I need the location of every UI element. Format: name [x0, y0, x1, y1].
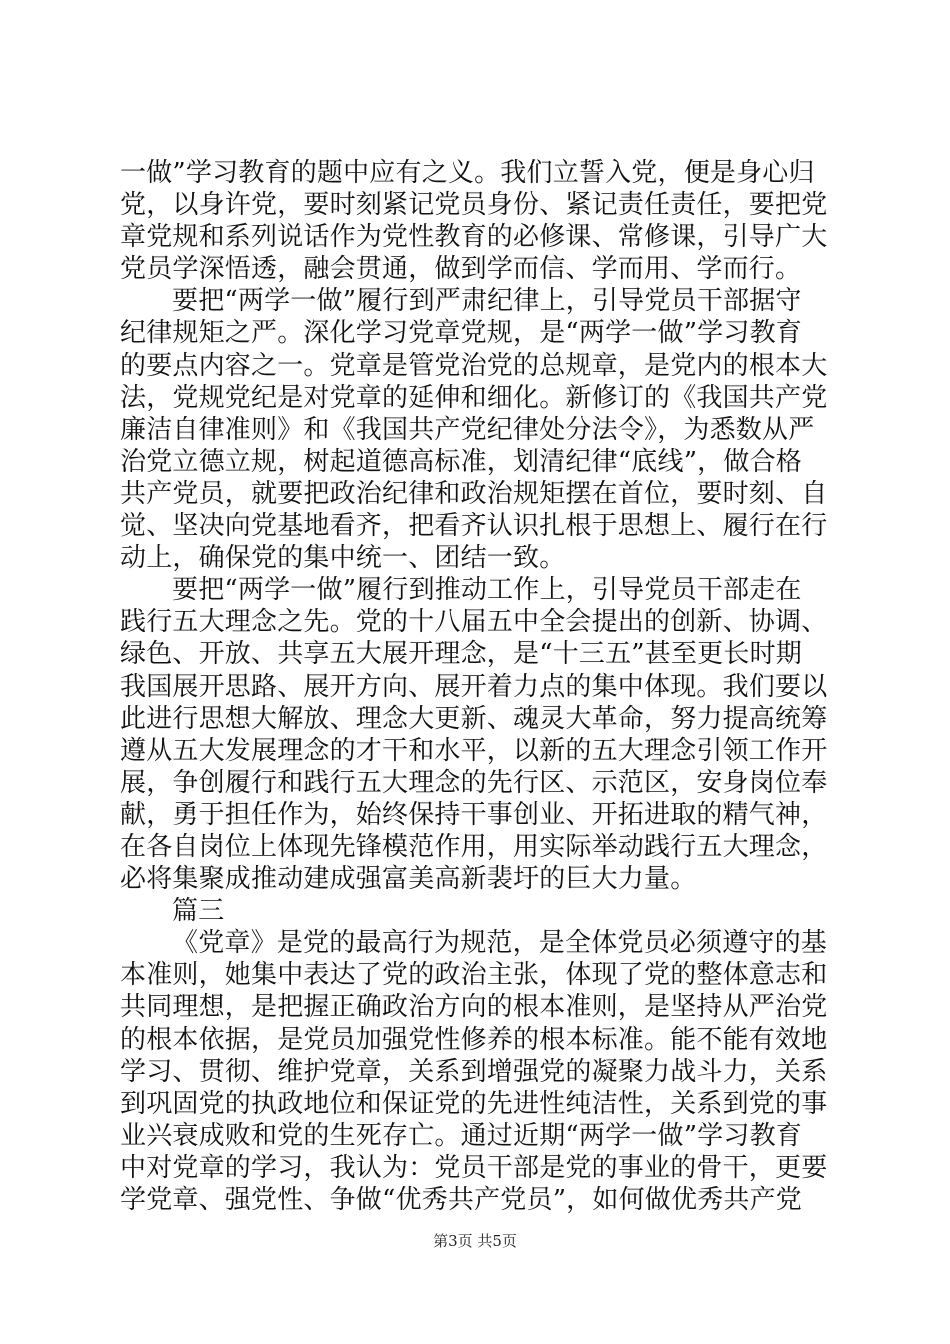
text-line: 法，党规党纪是对党章的延伸和细化。新修订的《我国共产党: [120, 382, 828, 413]
text-line: 党员学深悟透，融会贯通，做到学而信、学而用、学而行。: [120, 254, 802, 285]
text-line: 中对党章的学习，我认为：党员干部是党的事业的骨干，更要: [120, 1152, 828, 1183]
text-line: 践行五大理念之先。党的十八届五中全会提出的创新、协调、: [120, 607, 828, 638]
text-line: 到巩固党的执政地位和保证党的先进性纯洁性，关系到党的事: [120, 1088, 828, 1119]
text-line: 一做”学习教育的题中应有之义。我们立誓入党，便是身心归: [120, 158, 815, 188]
paragraph-start-line: 要把“两学一做”履行到严肃纪律上，引导党员干部据守: [172, 286, 802, 317]
text-line: 共产党员，就要把政治纪律和政治规矩摆在首位，要时刻、自: [120, 478, 828, 509]
text-line: 献，勇于担任作为，始终保持干事创业、开拓进取的精气神，: [120, 799, 828, 830]
text-line: 绿色、开放、共享五大展开理念，是“十三五”甚至更长时期: [120, 639, 802, 670]
paragraph-start-line: 《党章》是党的最高行为规范，是全体党员必须遵守的基: [172, 928, 828, 959]
section-heading: 篇三: [172, 896, 225, 927]
text-line: 学习、贯彻、维护党章，关系到增强党的凝聚力战斗力，关系: [120, 1056, 828, 1087]
text-line: 纪律规矩之严。深化学习党章党规，是“两学一做”学习教育: [120, 318, 802, 349]
text-line: 在各自岗位上体现先锋模范作用，用实际举动践行五大理念，: [120, 831, 828, 862]
text-line: 党，以身许党，要时刻紧记党员身份、紧记责任责任，要把党: [120, 190, 828, 221]
text-line: 展，争创履行和践行五大理念的先行区、示范区，安身岗位奉: [120, 767, 828, 798]
text-line: 本准则，她集中表达了党的政治主张，体现了党的整体意志和: [120, 960, 828, 991]
text-line: 业兴衰成败和党的生死存亡。通过近期“两学一做”学习教育: [120, 1120, 802, 1151]
text-line: 的根本依据，是党员加强党性修养的根本标准。能不能有效地: [120, 1024, 828, 1055]
text-line: 我国展开思路、展开方向、展开着力点的集中体现。我们要以: [120, 671, 828, 702]
text-line: 治党立德立规，树起道德高标准，划清纪律“底线”，做合格: [120, 446, 802, 477]
text-line: 动上，确保党的集中统一、团结一致。: [120, 543, 566, 574]
text-line: 遵从五大发展理念的才干和水平，以新的五大理念引领工作开: [120, 735, 828, 766]
text-line: 廉洁自律准则》和《我国共产党纪律处分法令》，为悉数从严: [120, 414, 815, 445]
text-line: 觉、坚决向党基地看齐，把看齐认识扎根于思想上、履行在行: [120, 511, 828, 542]
text-line: 的要点内容之一。党章是管党治党的总规章，是党内的根本大: [120, 350, 828, 381]
document-body: [120, 157, 832, 1216]
text-line: 学党章、强党性、争做“优秀共产党员”，如何做优秀共产党: [120, 1185, 802, 1215]
text-line: 共同理想，是把握正确政治方向的根本准则，是坚持从严治党: [120, 992, 828, 1023]
text-line: 此进行思想大解放、理念大更新、魂灵大革命，努力提高统筹: [120, 703, 828, 734]
text-line: 章党规和系列说话作为党性教育的必修课、常修课，引导广大: [120, 222, 828, 253]
page-number-footer: 第3页 共5页: [433, 1232, 517, 1250]
text-line: 必将集聚成推动建成强富美高新裴圩的巨大力量。: [120, 864, 697, 895]
paragraph-start-line: 要把“两学一做”履行到推动工作上，引导党员干部走在: [172, 575, 802, 606]
